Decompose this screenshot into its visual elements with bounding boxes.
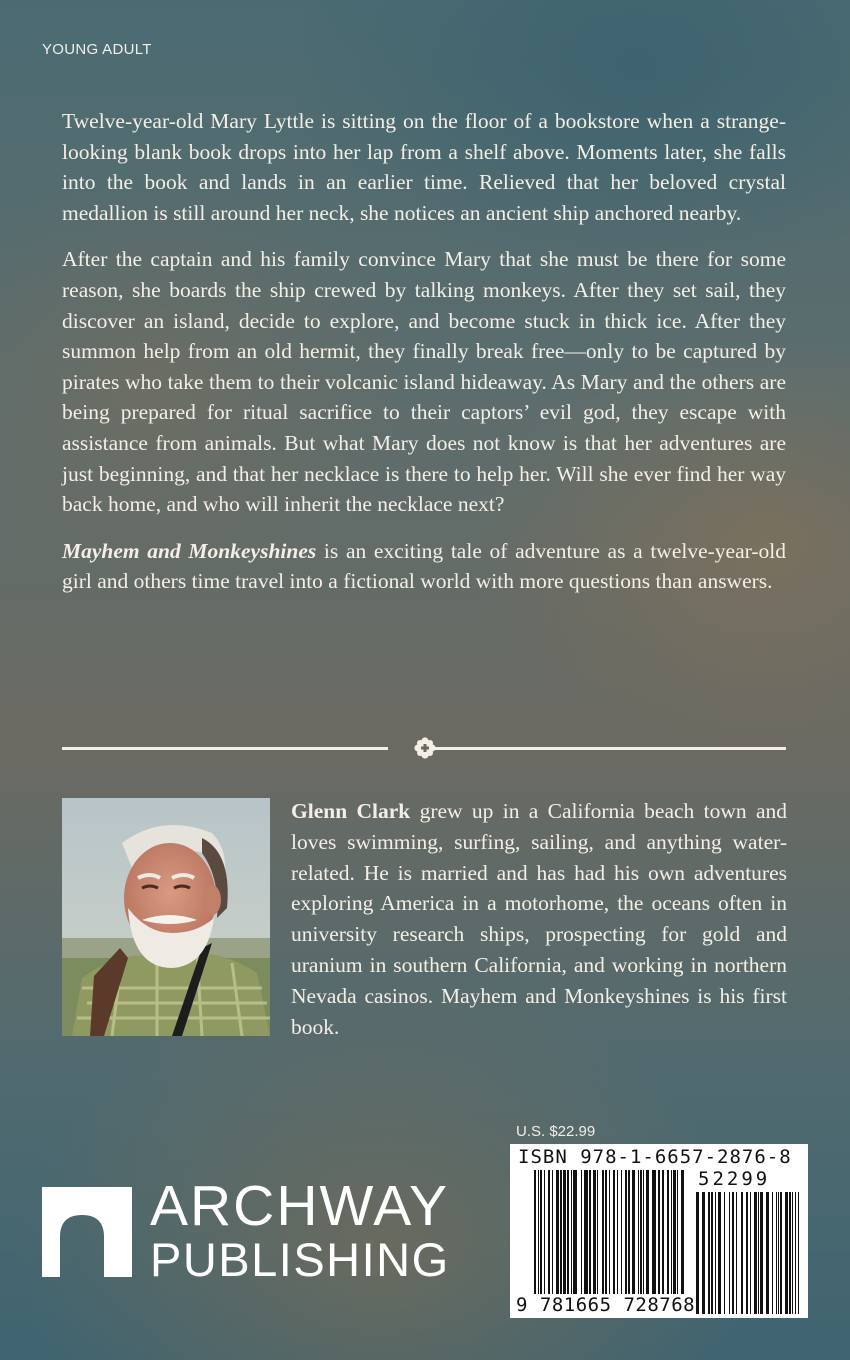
- barcode-bar: [544, 1170, 545, 1294]
- barcode-bar: [567, 1170, 569, 1294]
- barcode-bar: [724, 1192, 725, 1314]
- archway-arch-icon: [42, 1187, 132, 1277]
- barcode-bar: [754, 1192, 757, 1314]
- barcode-bar: [746, 1192, 748, 1314]
- barcode-bar: [652, 1170, 656, 1294]
- blurb-paragraph-3: [62, 536, 786, 597]
- barcode-bar: [584, 1170, 588, 1294]
- barcode-bar: [778, 1192, 779, 1314]
- barcode-bar: [563, 1170, 566, 1294]
- barcode-bar: [597, 1170, 598, 1294]
- barcode-bar: [573, 1170, 577, 1294]
- barcode-bar: [711, 1192, 713, 1314]
- barcode-bar: [593, 1170, 596, 1294]
- blurb-paragraph-1: Twelve-year-old Mary Lyttle is sitting on the floor of a bookstore when a strange-looking blank book drops into her lap from a shelf above. Moments later, she falls into the book and lands in an earlier time. Relieved that her beloved crystal medallion is still around her neck, she notices an ancient ship anchored nearby.: [62, 109, 786, 225]
- barcode-bar: [776, 1192, 777, 1314]
- barcode-bar: [571, 1170, 572, 1294]
- barcode-bar: [667, 1170, 669, 1294]
- barcode-bar: [696, 1192, 699, 1314]
- book-blurb: [62, 106, 786, 613]
- barcode-bar: [621, 1170, 622, 1294]
- barcode-bar: [628, 1170, 630, 1294]
- barcode-bar: [632, 1170, 635, 1294]
- author-bio-text: grew up in a California beach town and loves swimming, surfing, sailing, and anything water-related. He is married and has had his own adventures exploring America in a motorhome, the oceans often in university research ships, prospecting for gold and uranium in southern California, and working in northern Nevada casinos. Mayhem and Monkeyshines is his first book.: [291, 799, 787, 1039]
- genre-label: YOUNG ADULT: [42, 41, 152, 58]
- barcode-bar: [780, 1192, 782, 1314]
- barcode-bar: [638, 1170, 639, 1294]
- barcode-bar: [702, 1192, 705, 1314]
- barcode-bar: [646, 1170, 649, 1294]
- publisher-name-line-2: PUBLISHING: [150, 1233, 450, 1286]
- price-label: U.S. $22.99: [516, 1123, 596, 1140]
- divider-line-right: [430, 747, 786, 750]
- barcode-bar: [732, 1192, 734, 1314]
- barcode-bar: [798, 1192, 799, 1314]
- barcode-bar: [589, 1170, 591, 1294]
- author-name: Glenn Clark: [291, 799, 411, 823]
- barcode-bar: [789, 1192, 791, 1314]
- barcode-bar: [538, 1170, 539, 1294]
- barcode-bar: [677, 1170, 678, 1294]
- barcode-bar: [736, 1192, 737, 1314]
- barcode-bar: [741, 1192, 743, 1314]
- section-divider: [62, 736, 786, 760]
- blurb-paragraph-2: After the captain and his family convince Mary that she must be there for some reason, she boards the ship crewed by talking monkeys. After they set sail, they discover an island, decide to explore, and become stuck in thick ice. After they summon help from an old hermit, they finally break free—only to be captured by pirates who take them to their volcanic island hideaway. As Mary and the others are being prepared for ritual sacrifice to their captors’ evil god, they escape with assistance from animals. But what Mary does not know is that her adventures are just beginning, and that her necklace is there to help her. Will she ever find her way back home, and who will inherit the necklace next?: [62, 247, 786, 517]
- barcode-bar: [766, 1192, 769, 1314]
- barcode-bar: [643, 1170, 644, 1294]
- author-bio: [291, 796, 787, 1042]
- barcode-bar: [795, 1192, 796, 1314]
- barcode-bar: [552, 1170, 553, 1294]
- barcode-bar: [718, 1192, 721, 1314]
- publisher-name-line-1: ARCHWAY: [150, 1174, 449, 1238]
- barcode-bar: [609, 1170, 610, 1294]
- barcode-addon-number: 52299: [698, 1168, 771, 1190]
- barcode-bar: [581, 1170, 582, 1294]
- barcode-bar: [548, 1170, 550, 1294]
- barcode-box: [510, 1144, 808, 1318]
- barcode-bar: [708, 1192, 710, 1314]
- barcode-bar: [729, 1192, 730, 1314]
- barcode-bar: [534, 1170, 536, 1294]
- barcode-bar: [792, 1192, 793, 1314]
- author-photo: [62, 798, 270, 1036]
- barcode-bar: [613, 1170, 615, 1294]
- barcode-bar: [662, 1170, 664, 1294]
- barcode-bar: [640, 1170, 642, 1294]
- barcode-bar: [715, 1192, 716, 1314]
- barcode-bar: [760, 1192, 763, 1314]
- barcode-bar: [602, 1170, 604, 1294]
- publisher-logo-text: [150, 1174, 450, 1286]
- barcode-bar: [750, 1192, 751, 1314]
- barcode-bar: [658, 1170, 660, 1294]
- isbn-number: ISBN 978-1-6657-2876-8: [518, 1146, 792, 1168]
- divider-line-left: [62, 747, 388, 750]
- barcode-bar: [671, 1170, 672, 1294]
- barcode-bar: [605, 1170, 607, 1294]
- barcode-bar: [785, 1192, 788, 1314]
- barcode-bar: [673, 1170, 676, 1294]
- barcode-bar: [560, 1170, 562, 1294]
- book-title: Mayhem and Monkeyshines: [62, 538, 317, 563]
- barcode-bar: [625, 1170, 627, 1294]
- barcode-bar: [540, 1170, 542, 1294]
- barcode-bar: [681, 1170, 684, 1294]
- barcode-bar: [556, 1170, 559, 1294]
- barcode-digits: 9 781665 728768: [516, 1294, 696, 1316]
- blurb-paragraph-3-text: is an exciting tale of adventure as a twelve-year-old girl and others time travel into a fictional world with more questions than answers.: [62, 538, 786, 594]
- barcode-bar: [758, 1192, 759, 1314]
- barcode-bar: [617, 1170, 618, 1294]
- barcode-bar: [772, 1192, 773, 1314]
